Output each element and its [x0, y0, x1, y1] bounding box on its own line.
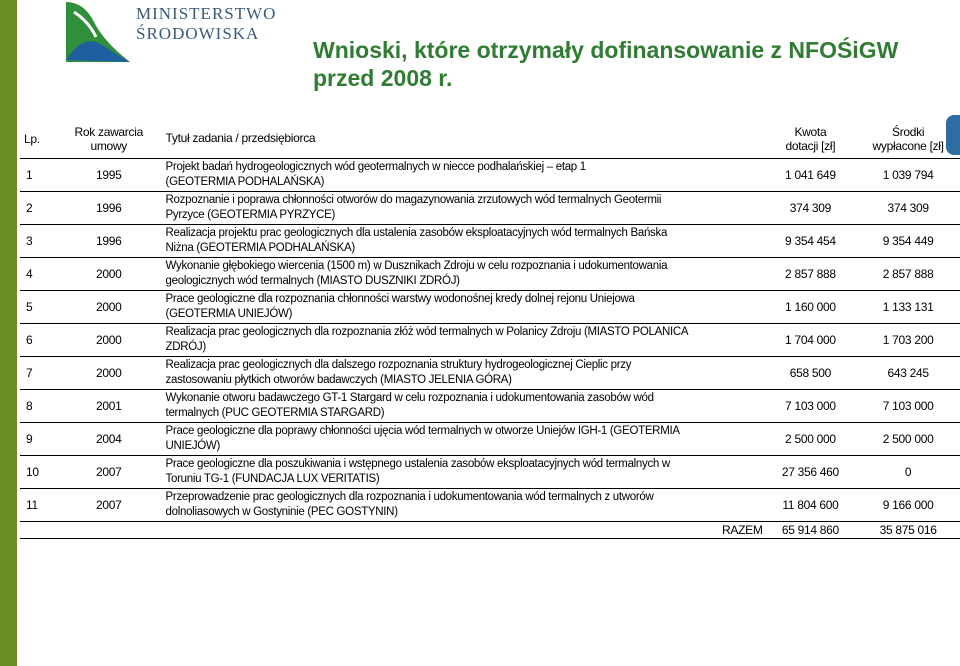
logo-text-line2: ŚRODOWISKA [136, 24, 260, 43]
row-paid: 9 166 000 [856, 488, 960, 521]
row-paid: 2 857 888 [856, 257, 960, 290]
table-row [20, 224, 960, 257]
table-row [20, 158, 960, 191]
row-lp: 7 [20, 356, 54, 389]
col-header-year-line2: umowy [90, 138, 127, 153]
page-title-line2: przed 2008 r. [313, 65, 453, 91]
row-lp: 2 [20, 191, 54, 224]
row-amount: 2 857 888 [765, 257, 857, 290]
col-header-year-line1: Rok zawarcia [74, 124, 143, 139]
table-row [20, 389, 960, 422]
row-amount: 2 500 000 [765, 422, 857, 455]
row-year: 2000 [54, 290, 164, 323]
row-title-line1: Realizacja projektu prac geologicznych dla ustalenia zasobów eksploatacyjnych wód termalnych Bańska [165, 226, 668, 239]
row-lp: 4 [20, 257, 54, 290]
col-header-paid-line1: Środki [892, 124, 925, 139]
row-title-line2: dolnoliasowych w Gostyninie (PEC GOSTYNIN) [165, 505, 398, 518]
row-lp: 6 [20, 323, 54, 356]
row-title-line2: geologicznych wód termalnych (MIASTO DUSZNIKI ZDRÓJ) [165, 274, 460, 287]
row-title [164, 422, 765, 455]
row-title [164, 356, 765, 389]
row-title-line2: Toruniu TG-1 (FUNDACJA LUX VERITATIS) [165, 472, 380, 485]
row-amount: 1 704 000 [765, 323, 857, 356]
row-title-line1: Realizacja prac geologicznych dla dalszego rozpoznania struktury hydrogeologicznej Cieplic przy [165, 358, 632, 371]
row-title-line2: zastosowaniu płytkich otworów badawczych (MIASTO JELENIA GÓRA) [165, 373, 512, 386]
left-accent-bar [0, 0, 17, 666]
row-title [164, 224, 765, 257]
row-amount: 7 103 000 [765, 389, 857, 422]
row-lp: 3 [20, 224, 54, 257]
row-paid: 1 133 131 [856, 290, 960, 323]
col-header-amount [765, 120, 857, 158]
table-row [20, 422, 960, 455]
row-title [164, 191, 765, 224]
table-row [20, 488, 960, 521]
row-amount: 1 041 649 [765, 158, 857, 191]
row-paid: 2 500 000 [856, 422, 960, 455]
row-paid: 643 245 [856, 356, 960, 389]
row-paid: 7 103 000 [856, 389, 960, 422]
row-title [164, 290, 765, 323]
row-title [164, 455, 765, 488]
row-title-line1: Projekt badań hydrogeologicznych wód geotermalnych w niecce podhalańskiej – etap 1 [165, 160, 586, 173]
row-title-line2: ZDRÓJ) [165, 340, 206, 353]
row-amount: 9 354 454 [765, 224, 857, 257]
row-paid: 9 354 449 [856, 224, 960, 257]
row-title [164, 257, 765, 290]
col-header-year [54, 120, 164, 158]
row-lp: 9 [20, 422, 54, 455]
ministry-logo [64, 2, 277, 64]
row-lp: 10 [20, 455, 54, 488]
row-title-line2: Pyrzyce (GEOTERMIA PYRZYCE) [165, 208, 336, 221]
col-header-amount-line1: Kwota [794, 124, 827, 139]
row-amount: 11 804 600 [765, 488, 857, 521]
row-title [164, 488, 765, 521]
row-title-line2: UNIEJÓW) [165, 439, 221, 452]
page-title [313, 36, 913, 92]
col-header-lp: Lp. [24, 131, 40, 146]
table-row [20, 455, 960, 488]
row-title-line1: Prace geologiczne dla poszukiwania i wstępnego ustalenia zasobów eksploatacyjnych wód termalnych w [165, 457, 670, 470]
row-lp: 11 [20, 488, 54, 521]
table-row [20, 356, 960, 389]
row-paid: 374 309 [856, 191, 960, 224]
table-row [20, 191, 960, 224]
col-header-title: Tytuł zadania / przedsiębiorca [165, 131, 316, 146]
row-year: 2000 [54, 323, 164, 356]
row-title-line1: Realizacja prac geologicznych dla rozpoznania złóż wód termalnych w Polanicy Zdroju (MIASTO POLANICA [165, 325, 689, 338]
col-header-paid [856, 120, 960, 158]
row-paid: 1 039 794 [856, 158, 960, 191]
page-title-line1: Wnioski, które otrzymały dofinansowanie z NFOŚiGW [313, 37, 899, 63]
logo-text-line1: MINISTERSTWO [136, 4, 277, 23]
row-title-line2: (GEOTERMIA PODHALAŃSKA) [165, 175, 325, 188]
row-amount: 658 500 [765, 356, 857, 389]
row-title-line2: (GEOTERMIA UNIEJÓW) [165, 307, 293, 320]
row-year: 2007 [54, 488, 164, 521]
row-title-line2: Niżna (GEOTERMIA PODHALAŃSKA) [165, 241, 355, 254]
row-year: 1996 [54, 224, 164, 257]
row-amount: 374 309 [765, 191, 857, 224]
row-lp: 8 [20, 389, 54, 422]
row-paid: 0 [856, 455, 960, 488]
table-header-row [20, 120, 960, 158]
total-row [20, 521, 960, 538]
table-row [20, 290, 960, 323]
row-title [164, 323, 765, 356]
row-year: 2001 [54, 389, 164, 422]
mountain-logo-icon [64, 2, 134, 64]
grants-table [20, 120, 960, 539]
total-amount: 65 914 860 [765, 521, 857, 538]
row-lp: 5 [20, 290, 54, 323]
total-label: RAZEM [20, 521, 765, 538]
row-paid: 1 703 200 [856, 323, 960, 356]
row-title-line1: Rozpoznanie i poprawa chłonności otworów do magazynowania zrzutowych wód termalnych Geotermii [165, 193, 662, 206]
total-paid: 35 875 016 [856, 521, 960, 538]
row-title-line2: termalnych (PUC GEOTERMIA STARGARD) [165, 406, 385, 419]
row-year: 1995 [54, 158, 164, 191]
col-header-amount-line2: dotacji [zł] [785, 138, 836, 153]
row-year: 2007 [54, 455, 164, 488]
row-title-line1: Wykonanie głębokiego wiercenia (1500 m) w Dusznikach Zdroju w celu rozpoznania i udokumentowania [165, 259, 668, 272]
table-row [20, 323, 960, 356]
row-year: 2000 [54, 356, 164, 389]
row-amount: 1 160 000 [765, 290, 857, 323]
row-title [164, 389, 765, 422]
row-lp: 1 [20, 158, 54, 191]
row-title [164, 158, 765, 191]
row-year: 2000 [54, 257, 164, 290]
row-year: 2004 [54, 422, 164, 455]
row-title-line1: Prace geologiczne dla rozpoznania chłonności warstwy wodonośnej kredy dolnej rejonu Uniejowa [165, 292, 635, 305]
col-header-paid-line2: wypłacone [zł] [872, 138, 944, 153]
row-year: 1996 [54, 191, 164, 224]
row-title-line1: Przeprowadzenie prac geologicznych dla rozpoznania i udokumentowania wód termalnych z utworów [165, 490, 654, 503]
row-title-line1: Prace geologiczne dla poprawy chłonności ujęcia wód termalnych w otworze Uniejów IGH-1 (GEOTERMIA [165, 424, 680, 437]
row-amount: 27 356 460 [765, 455, 857, 488]
table-row [20, 257, 960, 290]
row-title-line1: Wykonanie otworu badawczego GT-1 Stargard w celu rozpoznania i udokumentowania zasobów wód [165, 391, 654, 404]
